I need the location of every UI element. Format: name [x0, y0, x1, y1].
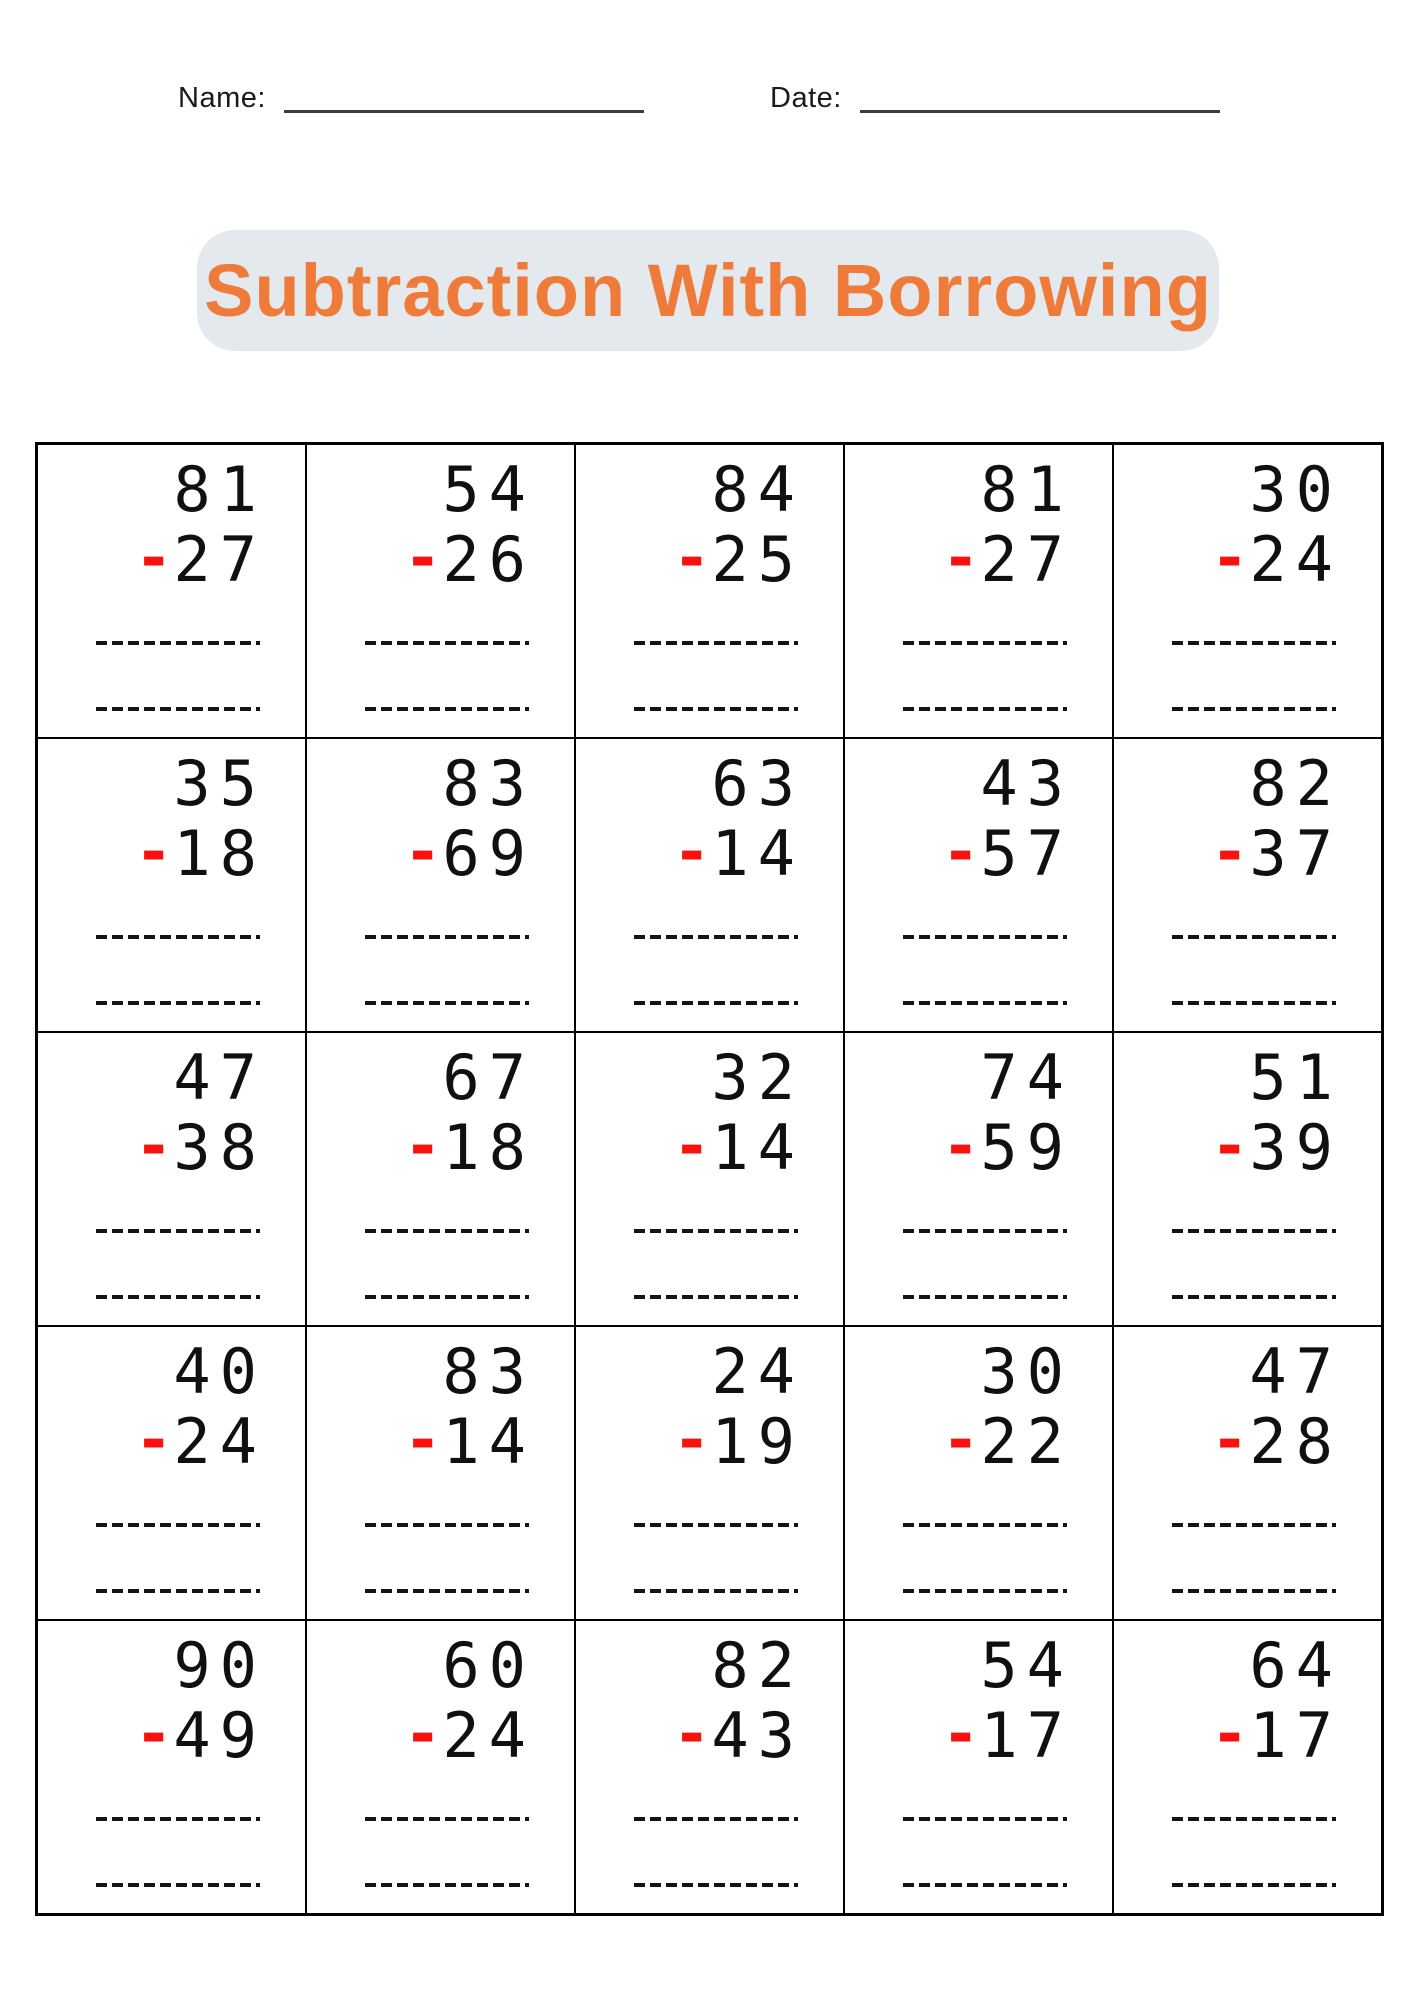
minuend: 32: [711, 1041, 804, 1114]
subtrahend-row: [942, 1697, 1073, 1772]
subtrahend-row: [942, 1109, 1073, 1184]
name-field: [178, 78, 644, 118]
answer-line-1[interactable]: [634, 935, 798, 939]
minus-sign: -: [673, 521, 711, 594]
subtrahend: 27: [173, 523, 266, 596]
answer-line-1[interactable]: [365, 1229, 529, 1233]
answer-line-1[interactable]: [634, 641, 798, 645]
minuend: 82: [1249, 747, 1342, 820]
minus-sign: -: [942, 815, 980, 888]
answer-line-2[interactable]: [903, 1295, 1067, 1299]
subtrahend-row: [404, 1403, 535, 1478]
answer-line-1[interactable]: [1172, 1229, 1336, 1233]
subtrahend-row: [942, 815, 1073, 890]
answer-line-2[interactable]: [634, 1295, 798, 1299]
answer-line-2[interactable]: [1172, 1295, 1336, 1299]
minus-sign: -: [942, 1697, 980, 1770]
answer-line-2[interactable]: [96, 1589, 260, 1593]
subtraction-problem: [942, 453, 1073, 596]
minuend: 60: [442, 1629, 535, 1702]
subtrahend: 17: [980, 1699, 1073, 1772]
minuend: 40: [173, 1335, 266, 1408]
subtraction-problem: [135, 1629, 266, 1772]
subtrahend: 24: [1249, 523, 1342, 596]
minus-sign: -: [404, 1403, 442, 1476]
answer-line-2[interactable]: [365, 1589, 529, 1593]
minus-sign: -: [673, 1109, 711, 1182]
answer-line-2[interactable]: [1172, 1589, 1336, 1593]
answer-line-1[interactable]: [365, 1817, 529, 1821]
minus-sign: -: [404, 1697, 442, 1770]
name-input-line[interactable]: [284, 110, 644, 113]
minuend: 90: [173, 1629, 266, 1702]
subtrahend-row: [673, 1109, 804, 1184]
answer-line-1[interactable]: [96, 641, 260, 645]
answer-line-1[interactable]: [1172, 1817, 1336, 1821]
subtrahend: 69: [442, 817, 535, 890]
subtrahend-row: [135, 815, 266, 890]
subtraction-problem: [404, 453, 535, 596]
answer-line-2[interactable]: [96, 1295, 260, 1299]
subtraction-problem: [135, 1041, 266, 1184]
problem-cell: [37, 1620, 307, 1915]
subtrahend-row: [1211, 1109, 1342, 1184]
problem-cell: [575, 738, 844, 1032]
answer-line-1[interactable]: [365, 935, 529, 939]
answer-line-1[interactable]: [903, 1523, 1067, 1527]
answer-line-2[interactable]: [1172, 1883, 1336, 1887]
subtraction-problem: [1211, 1335, 1342, 1478]
problem-cell: [844, 738, 1113, 1032]
answer-line-2[interactable]: [903, 1883, 1067, 1887]
minus-sign: -: [404, 521, 442, 594]
problem-cell: [1113, 444, 1383, 739]
answer-line-2[interactable]: [903, 1589, 1067, 1593]
problem-cell: [844, 444, 1113, 739]
subtraction-problem: [135, 747, 266, 890]
minuend: 35: [173, 747, 266, 820]
minuend: 47: [173, 1041, 266, 1114]
subtrahend: 27: [980, 523, 1073, 596]
subtraction-problem: [1211, 453, 1342, 596]
subtraction-problem: [135, 453, 266, 596]
subtrahend-row: [673, 1697, 804, 1772]
subtrahend-row: [673, 521, 804, 596]
minuend: 74: [980, 1041, 1073, 1114]
subtrahend-row: [135, 1403, 266, 1478]
minus-sign: -: [1211, 815, 1249, 888]
subtraction-problem: [673, 1041, 804, 1184]
subtrahend-row: [404, 521, 535, 596]
answer-line-1[interactable]: [365, 1523, 529, 1527]
answer-line-1[interactable]: [1172, 935, 1336, 939]
problem-cell: [306, 1032, 575, 1326]
subtraction-problem: [942, 1335, 1073, 1478]
problem-cell: [575, 444, 844, 739]
minuend: 82: [711, 1629, 804, 1702]
subtraction-problem: [673, 1335, 804, 1478]
page-title: Subtraction With Borrowing: [204, 249, 1212, 332]
subtrahend: 19: [711, 1405, 804, 1478]
minuend: 24: [711, 1335, 804, 1408]
subtrahend: 59: [980, 1111, 1073, 1184]
subtraction-problem: [404, 747, 535, 890]
answer-line-1[interactable]: [96, 1817, 260, 1821]
subtrahend: 18: [173, 817, 266, 890]
problem-cell: [575, 1620, 844, 1915]
minus-sign: -: [135, 1109, 173, 1182]
minus-sign: -: [1211, 1403, 1249, 1476]
minuend: 51: [1249, 1041, 1342, 1114]
subtrahend: 14: [711, 1111, 804, 1184]
subtraction-problem: [1211, 1629, 1342, 1772]
subtraction-problem: [404, 1041, 535, 1184]
minuend: 81: [173, 453, 266, 526]
answer-line-2[interactable]: [365, 1001, 529, 1005]
answer-line-1[interactable]: [634, 1817, 798, 1821]
date-field: [770, 78, 1220, 118]
minus-sign: -: [942, 521, 980, 594]
minuend: 84: [711, 453, 804, 526]
subtrahend: 43: [711, 1699, 804, 1772]
problem-cell: [1113, 1620, 1383, 1915]
answer-line-2[interactable]: [634, 707, 798, 711]
problem-cell: [1113, 1326, 1383, 1620]
subtrahend-row: [1211, 1697, 1342, 1772]
answer-line-2[interactable]: [634, 1001, 798, 1005]
subtraction-problem: [1211, 1041, 1342, 1184]
subtrahend: 28: [1249, 1405, 1342, 1478]
subtrahend: 39: [1249, 1111, 1342, 1184]
subtrahend: 26: [442, 523, 535, 596]
problem-cell: [306, 444, 575, 739]
problem-cell: [575, 1326, 844, 1620]
subtrahend: 24: [442, 1699, 535, 1772]
minus-sign: -: [673, 1403, 711, 1476]
answer-line-1[interactable]: [903, 1229, 1067, 1233]
answer-line-2[interactable]: [365, 1295, 529, 1299]
answer-line-2[interactable]: [634, 1589, 798, 1593]
subtrahend: 57: [980, 817, 1073, 890]
subtrahend-row: [673, 1403, 804, 1478]
minus-sign: -: [673, 815, 711, 888]
subtrahend: 24: [173, 1405, 266, 1478]
subtraction-problem: [673, 747, 804, 890]
subtraction-problem: [135, 1335, 266, 1478]
subtrahend-row: [404, 815, 535, 890]
minuend: 67: [442, 1041, 535, 1114]
minus-sign: -: [135, 1697, 173, 1770]
minuend: 30: [1249, 453, 1342, 526]
minuend: 83: [442, 747, 535, 820]
name-label: Name:: [178, 82, 266, 114]
minus-sign: -: [404, 1109, 442, 1182]
minuend: 63: [711, 747, 804, 820]
minus-sign: -: [1211, 1109, 1249, 1182]
subtrahend: 14: [711, 817, 804, 890]
answer-line-2[interactable]: [1172, 707, 1336, 711]
problem-row: [37, 1620, 1383, 1915]
answer-line-2[interactable]: [1172, 1001, 1336, 1005]
minuend: 54: [442, 453, 535, 526]
minus-sign: -: [404, 815, 442, 888]
minuend: 81: [980, 453, 1073, 526]
problems-table: [35, 442, 1384, 1916]
subtrahend-row: [135, 1109, 266, 1184]
answer-line-1[interactable]: [903, 641, 1067, 645]
subtraction-problem: [404, 1629, 535, 1772]
problem-row: [37, 1032, 1383, 1326]
minuend: 47: [1249, 1335, 1342, 1408]
problem-cell: [844, 1326, 1113, 1620]
problem-cell: [306, 1620, 575, 1915]
subtrahend-row: [673, 815, 804, 890]
date-label: Date:: [770, 82, 842, 114]
minuend: 43: [980, 747, 1073, 820]
subtrahend-row: [404, 1697, 535, 1772]
subtrahend: 37: [1249, 817, 1342, 890]
subtrahend: 38: [173, 1111, 266, 1184]
problems-grid: [35, 442, 1384, 1916]
subtrahend: 17: [1249, 1699, 1342, 1772]
answer-line-2[interactable]: [365, 1883, 529, 1887]
answer-line-2[interactable]: [903, 707, 1067, 711]
answer-line-2[interactable]: [96, 707, 260, 711]
subtrahend: 49: [173, 1699, 266, 1772]
problem-cell: [1113, 738, 1383, 1032]
minus-sign: -: [135, 815, 173, 888]
answer-line-2[interactable]: [903, 1001, 1067, 1005]
subtrahend-row: [404, 1109, 535, 1184]
subtrahend: 25: [711, 523, 804, 596]
minuend: 30: [980, 1335, 1073, 1408]
problem-cell: [306, 738, 575, 1032]
subtrahend-row: [135, 1697, 266, 1772]
subtrahend-row: [1211, 1403, 1342, 1478]
minuend: 54: [980, 1629, 1073, 1702]
answer-line-1[interactable]: [1172, 641, 1336, 645]
minus-sign: -: [1211, 1697, 1249, 1770]
problem-row: [37, 738, 1383, 1032]
subtraction-problem: [404, 1335, 535, 1478]
problem-row: [37, 444, 1383, 739]
answer-line-1[interactable]: [1172, 1523, 1336, 1527]
answer-line-1[interactable]: [96, 1523, 260, 1527]
answer-line-2[interactable]: [96, 1883, 260, 1887]
answer-line-1[interactable]: [903, 1817, 1067, 1821]
minus-sign: -: [135, 1403, 173, 1476]
answer-line-1[interactable]: [903, 935, 1067, 939]
subtrahend-row: [942, 1403, 1073, 1478]
problem-cell: [37, 1032, 307, 1326]
minuend: 83: [442, 1335, 535, 1408]
subtrahend: 14: [442, 1405, 535, 1478]
answer-line-1[interactable]: [96, 935, 260, 939]
answer-line-1[interactable]: [634, 1523, 798, 1527]
subtraction-problem: [942, 1629, 1073, 1772]
subtrahend: 18: [442, 1111, 535, 1184]
subtraction-problem: [673, 1629, 804, 1772]
problem-cell: [37, 444, 307, 739]
problem-cell: [37, 1326, 307, 1620]
subtrahend-row: [1211, 521, 1342, 596]
problem-cell: [575, 1032, 844, 1326]
subtrahend-row: [135, 521, 266, 596]
title-banner: [197, 230, 1219, 351]
answer-line-2[interactable]: [365, 707, 529, 711]
problem-cell: [306, 1326, 575, 1620]
minus-sign: -: [673, 1697, 711, 1770]
subtraction-problem: [942, 1041, 1073, 1184]
minuend: 64: [1249, 1629, 1342, 1702]
answer-line-1[interactable]: [96, 1229, 260, 1233]
subtraction-problem: [942, 747, 1073, 890]
answer-line-1[interactable]: [365, 641, 529, 645]
subtrahend-row: [1211, 815, 1342, 890]
problem-cell: [37, 738, 307, 1032]
subtrahend: 22: [980, 1405, 1073, 1478]
minus-sign: -: [135, 521, 173, 594]
answer-line-2[interactable]: [96, 1001, 260, 1005]
problem-cell: [844, 1032, 1113, 1326]
problem-cell: [1113, 1032, 1383, 1326]
subtrahend-row: [942, 521, 1073, 596]
problem-row: [37, 1326, 1383, 1620]
answer-line-1[interactable]: [634, 1229, 798, 1233]
minus-sign: -: [1211, 521, 1249, 594]
minus-sign: -: [942, 1403, 980, 1476]
subtraction-problem: [1211, 747, 1342, 890]
date-input-line[interactable]: [860, 110, 1220, 113]
problem-cell: [844, 1620, 1113, 1915]
minus-sign: -: [942, 1109, 980, 1182]
subtraction-problem: [673, 453, 804, 596]
answer-line-2[interactable]: [634, 1883, 798, 1887]
